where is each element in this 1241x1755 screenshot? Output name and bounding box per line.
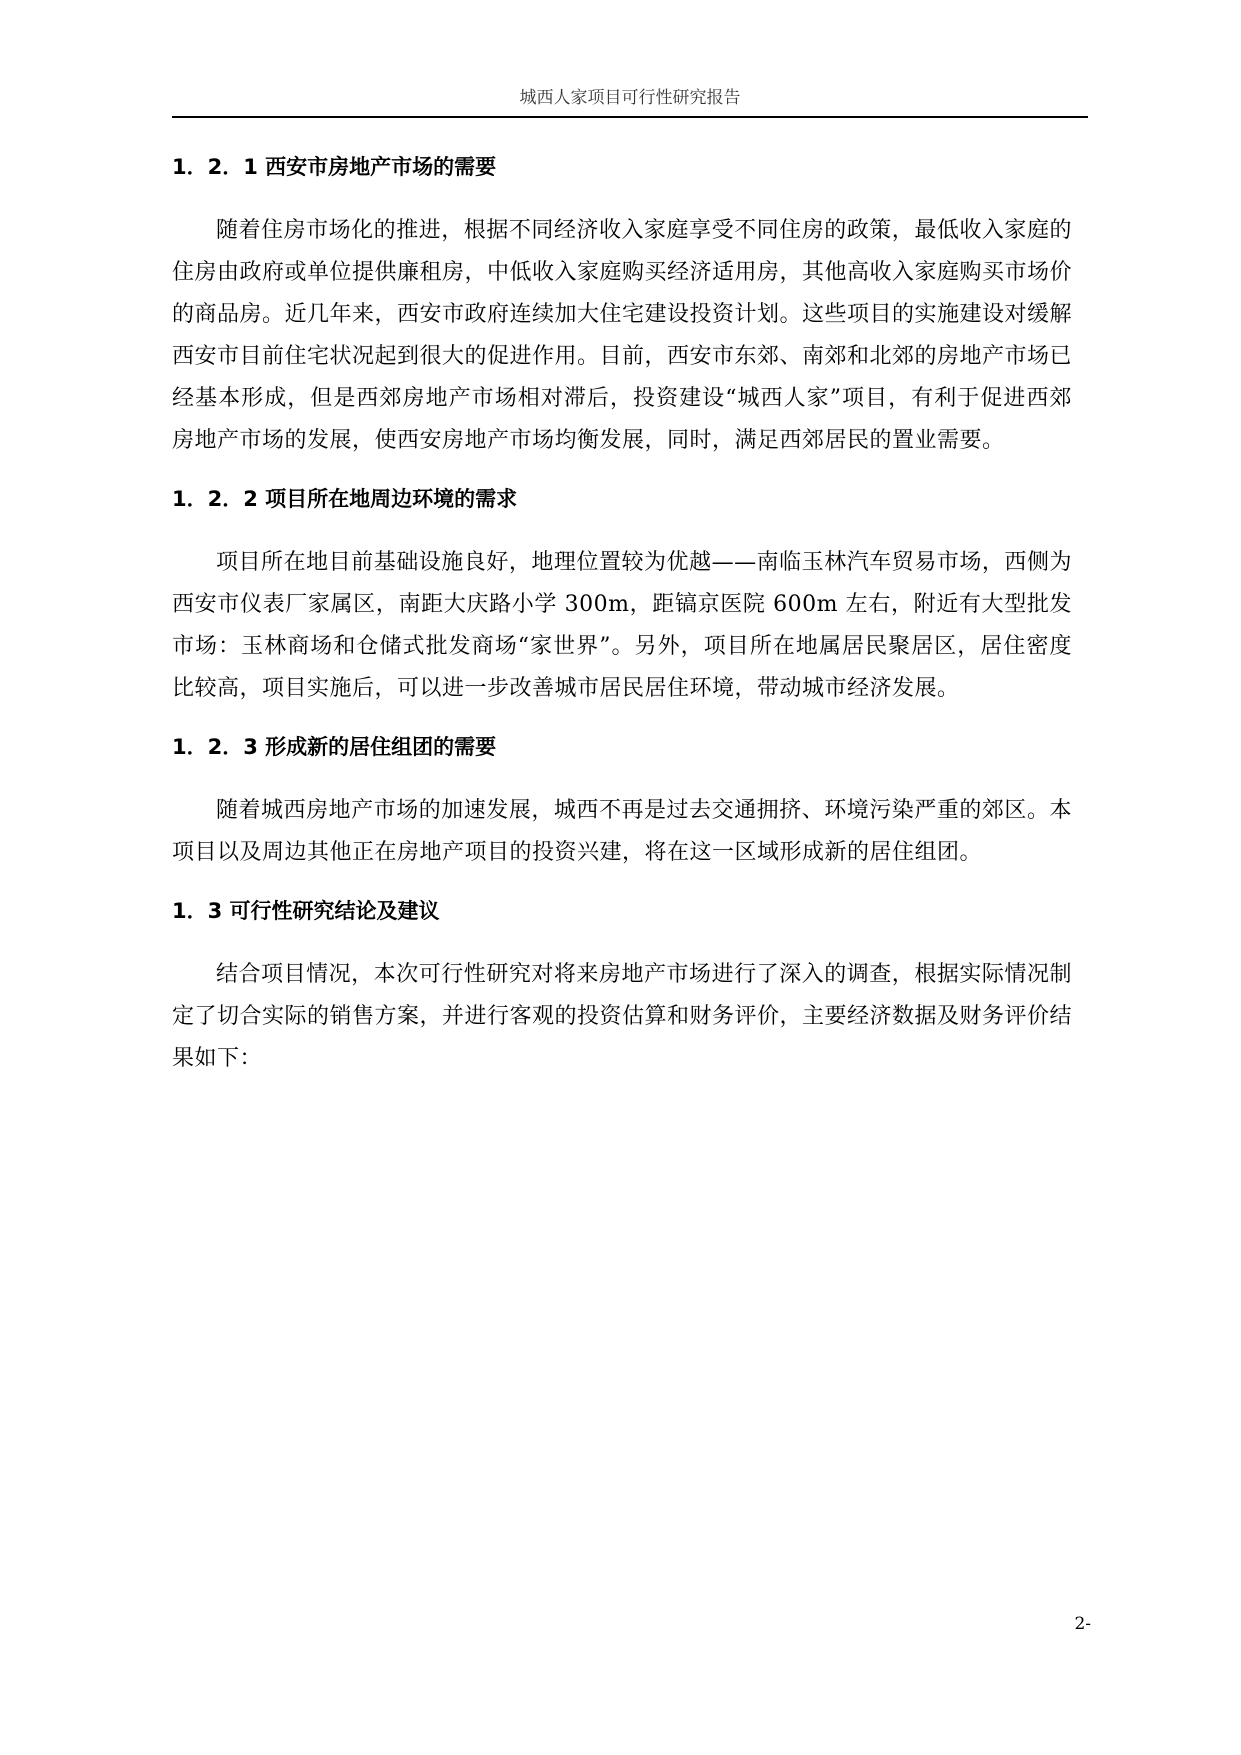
page-header [172,86,1088,118]
section-1-2-3 [172,732,1072,874]
section-paragraph: 结合项目情况，本次可行性研究对将来房地产市场进行了深入的调查，根据实际情况制定了切合实际的销售方案，并进行客观的投资估算和财务评价，主要经济数据及财务评价结果如下： [172,962,1073,1071]
section-paragraph: 项目所在地目前基础设施良好，地理位置较为优越——南临玉林汽车贸易市场，西侧为西安市仪表厂家属区，南距大庆路小学 300m，距镐京医院 600m 左右，附近有大型批发市场：玉林商场和仓储式批发商场“家世界”。另外，项目所在地属居民聚居区，居住密度比较高，项目实施后，可以进一步改善城市居民居住环境，带动城市经济发展。 [172,550,1072,701]
document-body [172,152,1072,1102]
section-heading: 1．2．3 形成新的居住组团的需要 [172,735,497,759]
section-paragraph: 随着城西房地产市场的加速发展，城西不再是过去交通拥挤、环境污染严重的郊区。本项目以及周边其他正在房地产项目的投资兴建，将在这一区域形成新的居住组团。 [172,798,1072,865]
section-heading: 1．3 可行性研究结论及建议 [172,899,440,923]
section-1-3 [172,896,1072,1080]
section-heading: 1．2．1 西安市房地产市场的需要 [172,155,497,179]
page-number: 2- [1074,1614,1091,1634]
section-1-2-2 [172,484,1072,710]
section-paragraph: 随着住房市场化的推进，根据不同经济收入家庭享受不同住房的政策，最低收入家庭的住房由政府或单位提供廉租房，中低收入家庭购买经济适用房，其他高收入家庭购买市场价的商品房。近几年来，西安市政府连续加大住宅建设投资计划。这些项目的实施建设对缓解西安市目前住宅状况起到很大的促进作用。目前，西安市东郊、南郊和北郊的房地产市场已经基本形成，但是西郊房地产市场相对滞后，投资建设“城西人家”项目，有利于促进西郊房地产市场的发展，使西安房地产市场均衡发展，同时，满足西郊居民的置业需要。 [172,218,1073,453]
section-heading: 1．2．2 项目所在地周边环境的需求 [172,487,518,511]
section-1-2-1 [172,152,1072,462]
header-title: 城西人家项目可行性研究报告 [519,88,741,108]
